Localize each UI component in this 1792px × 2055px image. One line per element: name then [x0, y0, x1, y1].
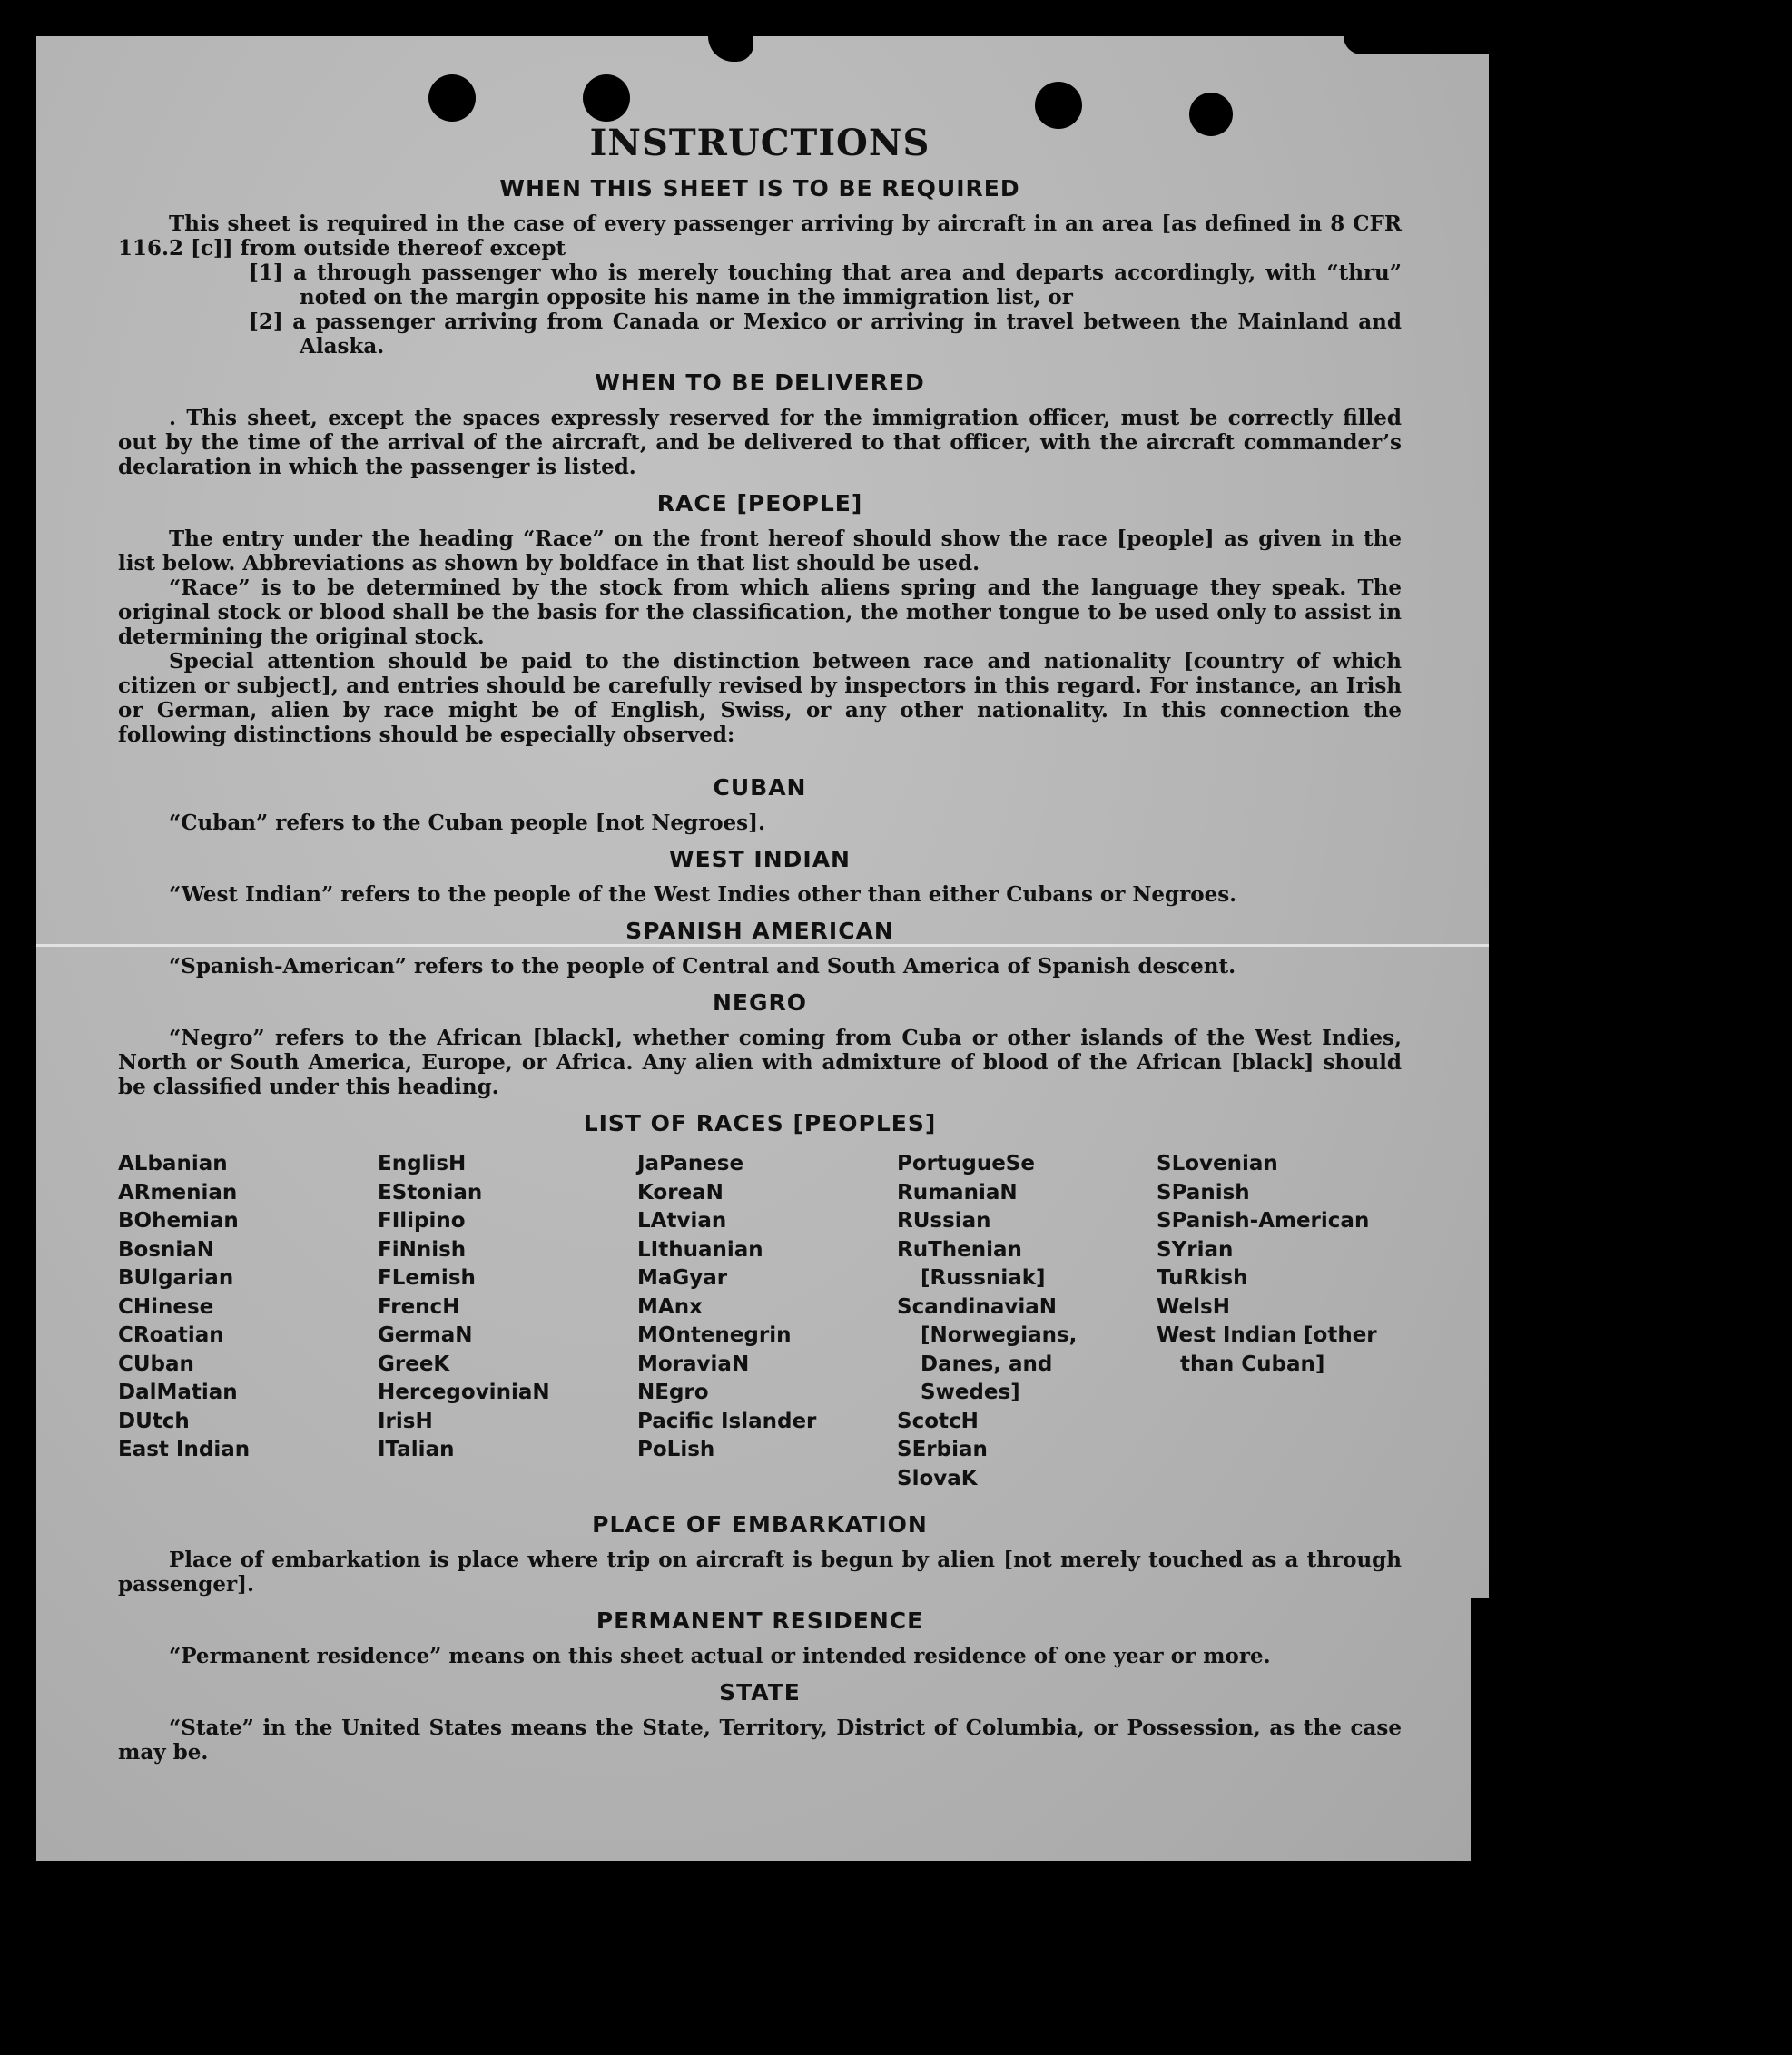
race-item: IrisH: [378, 1409, 433, 1433]
race-item: SPanish: [1157, 1180, 1250, 1204]
race-item: MAnx: [637, 1294, 703, 1319]
race-item: EnglisH: [378, 1152, 467, 1175]
race-item: LIthuanian: [637, 1237, 763, 1262]
race-item: BOhemian: [118, 1209, 239, 1233]
race-item: FIlipino: [378, 1209, 466, 1233]
race-item: LAtvian: [637, 1209, 727, 1233]
paragraph-race-3: Special attention should be paid to the distinction between race and nationality [country of which citizen or subject], and entries should be carefully revised by inspectors in this regard. For instance, an Irish or German, alien by race might be of English, Swiss, or any other nationality. In this connection the following distinctions should be especially observed:: [118, 649, 1402, 747]
paragraph-embarkation: Place of embarkation is place where trip on aircraft is begun by alien [not merely touched as a through passenger].: [118, 1548, 1402, 1597]
section-heading-race: RACE [PEOPLE]: [656, 490, 863, 516]
race-item: HercegoviniaN: [378, 1381, 550, 1404]
race-column-4: [897, 1150, 1142, 1493]
paragraph-west-indian: “West Indian” refers to the people of the West Indies other than either Cubans or Negroes.: [169, 882, 1237, 907]
section-heading-residence: PERMANENT RESIDENCE: [596, 1608, 924, 1634]
race-item: TuRkish: [1157, 1266, 1248, 1290]
section-heading-race-list: LIST OF RACES [PEOPLES]: [583, 1110, 937, 1136]
paragraph-residence: “Permanent residence” means on this sheet actual or intended residence of one year or more.: [169, 1644, 1271, 1668]
race-item: GreeK: [378, 1352, 450, 1376]
race-item: ALbanian: [118, 1152, 228, 1175]
race-item: CUban: [118, 1352, 194, 1376]
race-column-5: [1157, 1150, 1402, 1493]
section-heading-embarkation: PLACE OF EMBARKATION: [592, 1511, 928, 1538]
race-list: [118, 1150, 1402, 1493]
race-item: PortugueSe: [897, 1152, 1035, 1175]
torn-edge: [1471, 1598, 1489, 1861]
race-item: ScandinaviaN [Norwegians, Danes, and Swedes]: [897, 1294, 1078, 1404]
race-item: Pacific Islander: [637, 1409, 817, 1433]
race-item: RUssian: [897, 1209, 991, 1233]
race-item: WelsH: [1157, 1294, 1230, 1319]
paragraph-spanish-american: “Spanish-American” refers to the people of Central and South America of Spanish descent.: [169, 954, 1236, 978]
section-heading-cuban: CUBAN: [713, 774, 807, 801]
punch-hole: [583, 74, 630, 122]
race-item: CHinese: [118, 1294, 214, 1319]
race-item: RumaniaN: [897, 1180, 1018, 1204]
document-sheet: [36, 36, 1489, 1861]
race-item: SlovaK: [897, 1466, 978, 1490]
race-column-2: [378, 1150, 623, 1493]
race-item: JaPanese: [637, 1152, 744, 1175]
race-item: West Indian [other than Cuban]: [1157, 1323, 1377, 1376]
paragraph-negro: “Negro” refers to the African [black], whether coming from Cuba or other islands of the West Indies, North or South America, Europe, or Africa. Any alien with admixture of blood of the African [black] should be classified under this heading.: [118, 1026, 1402, 1099]
section-heading-spanish-american: SPANISH AMERICAN: [625, 918, 894, 944]
race-item: RuThenian [Russniak]: [897, 1237, 1046, 1290]
race-item: East Indian: [118, 1438, 251, 1461]
race-item: FiNnish: [378, 1237, 467, 1262]
section-heading-state: STATE: [719, 1679, 801, 1706]
punch-hole: [428, 74, 476, 122]
race-item: FLemish: [378, 1266, 476, 1290]
exception-item-1: [1] a through passenger who is merely touching that area and departs accordingly, with “thru” noted on the margin opposite his name in the immigration list, or: [249, 261, 1402, 310]
race-item: GermaN: [378, 1323, 473, 1347]
race-item: MOntenegrin: [637, 1323, 792, 1347]
instructions-content: [118, 123, 1402, 1765]
race-item: EStonian: [378, 1180, 483, 1204]
race-item: KoreaN: [637, 1180, 724, 1204]
paragraph-race-1: The entry under the heading “Race” on the front hereof should show the race [people] as given in the list below. Abbreviations as shown by boldface in that list should be used.: [118, 526, 1402, 575]
section-heading-required: WHEN THIS SHEET IS TO BE REQUIRED: [499, 175, 1020, 202]
page-title: INSTRUCTIONS: [589, 122, 930, 164]
race-item: SYrian: [1157, 1237, 1234, 1262]
race-item: DalMatian: [118, 1381, 238, 1404]
paragraph-race-2: “Race” is to be determined by the stock from which aliens spring and the language they speak. The original stock or blood shall be the basis for the classification, the mother tongue to be used only to assist in determining the original stock.: [118, 575, 1402, 649]
race-item: SErbian: [897, 1438, 988, 1461]
race-item: FrencH: [378, 1294, 460, 1319]
section-heading-negro: NEGRO: [712, 989, 808, 1016]
race-column-1: [118, 1150, 363, 1493]
race-item: ARmenian: [118, 1180, 238, 1204]
torn-edge: [708, 36, 753, 62]
race-column-3: [637, 1150, 882, 1493]
race-item: MoraviaN: [637, 1352, 750, 1376]
race-item: NEgro: [637, 1381, 709, 1404]
race-item: PoLish: [637, 1438, 715, 1461]
race-item: SLovenian: [1157, 1152, 1278, 1175]
section-heading-west-indian: WEST INDIAN: [669, 846, 851, 872]
race-item: BosniaN: [118, 1237, 215, 1262]
paragraph-required-intro: This sheet is required in the case of every passenger arriving by aircraft in an area [as defined in 8 CFR 116.2 [c]] from outside thereof except: [118, 211, 1402, 261]
race-item: ITalian: [378, 1438, 455, 1461]
race-item: CRoatian: [118, 1323, 224, 1347]
paragraph-delivered: . This sheet, except the spaces expressly reserved for the immigration officer, must be correctly filled out by the time of the arrival of the aircraft, and be delivered to that officer, with the aircraft commander’s declaration in which the passenger is listed.: [118, 406, 1402, 479]
race-item: DUtch: [118, 1409, 190, 1433]
race-item: MaGyar: [637, 1266, 728, 1290]
race-item: ScotcH: [897, 1409, 979, 1433]
paragraph-cuban: “Cuban” refers to the Cuban people [not Negroes].: [169, 811, 766, 835]
race-item: BUlgarian: [118, 1266, 234, 1290]
section-heading-delivered: WHEN TO BE DELIVERED: [595, 369, 925, 396]
race-item: SPanish-American: [1157, 1209, 1370, 1233]
exception-item-2: [2] a passenger arriving from Canada or Mexico or arriving in travel between the Mainland and Alaska.: [249, 310, 1402, 359]
torn-edge: [1344, 36, 1489, 54]
paragraph-state: “State” in the United States means the State, Territory, District of Columbia, or Possession, as the case may be.: [118, 1716, 1402, 1765]
